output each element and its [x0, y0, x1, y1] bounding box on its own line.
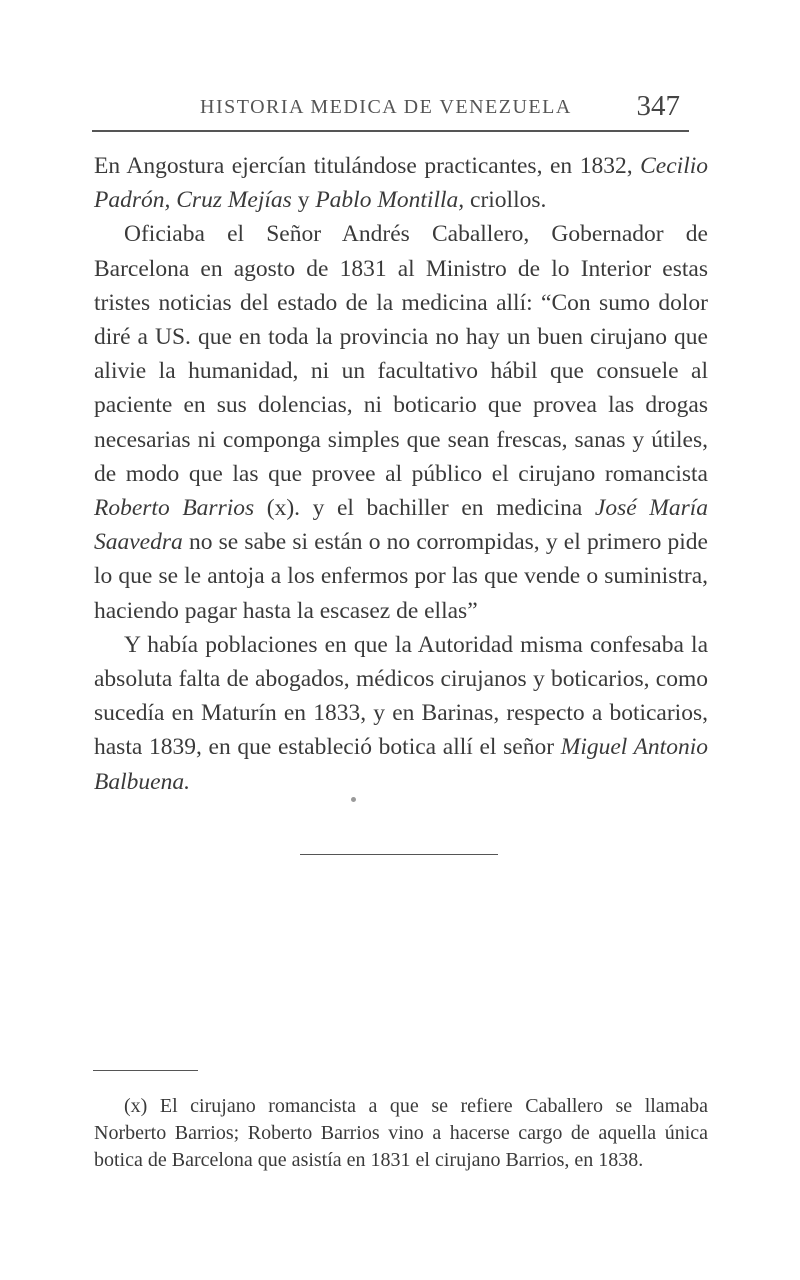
paragraph-2-text-3: no se sabe si están o no corrompidas, y el primero pide lo que se le antoja a los enfermos por las que vende o suministra, haciendo pagar hasta la escasez de ellas” [94, 529, 708, 624]
paragraph-1-text: En Angostura ejercían titulándose practicantes, en 1832, [94, 153, 641, 179]
footnote-rule [93, 1070, 198, 1071]
paragraph-2-name-1: Roberto Barrios [94, 495, 255, 522]
header-rule [92, 130, 689, 132]
paragraph-1-names: Cecilio Padrón, Cruz Mejías [94, 153, 708, 214]
paragraph-2-name-2: José María Saavedra [94, 495, 709, 556]
paragraph-1-text-3: criollos. [464, 187, 547, 214]
paragraph-1-text-2: y [291, 187, 316, 214]
section-rule [300, 854, 498, 855]
paragraph-3 [94, 628, 708, 799]
ink-dot [351, 797, 356, 802]
running-head [200, 92, 680, 132]
body-text [94, 149, 708, 799]
paragraph-3-text: Y había poblaciones en que la Autoridad misma confesaba la absoluta falta de abogados, médicos cirujanos y boticarios, como sucedía en Maturín en 1833, y en Barinas, respecto a boticarios, hasta 1839, en que estableció botica allí el señor [94, 631, 708, 761]
paragraph-1 [94, 149, 708, 217]
footnote-text: (x) El cirujano romancista a que se refiere Caballero se llamaba Norberto Barrios; Roberto Barrios vino a hacerse cargo de aquella única botica de Barcelona que asistía en 1831 el cirujano Barrios, en 1838. [94, 1095, 708, 1171]
running-title: HISTORIA MEDICA DE VENEZUELA [200, 96, 572, 118]
paragraph-2-text-2: (x). y el bachiller en medicina [254, 495, 595, 522]
paragraph-2 [94, 217, 708, 627]
page-number: 347 [636, 90, 680, 122]
paragraph-1-name-last: Pablo Montilla, [315, 187, 465, 214]
paragraph-3-name: Miguel Antonio Balbuena. [94, 734, 708, 795]
paragraph-2-text: Oficiaba el Señor Andrés Caballero, Gobernador de Barcelona en agosto de 1831 al Ministro de lo Interior estas tristes noticias del estado de la medicina allí: “Con sumo dolor diré a US. que en toda la provincia no hay un buen cirujano que alivie la humanidad, ni un facultativo hábil que consuele al paciente en sus dolencias, ni boticario que provea las drogas necesarias ni componga simples que sean frescas, sanas y útiles, de modo que las que provee al público el cirujano romancista [94, 221, 708, 487]
footnote [94, 1093, 708, 1174]
